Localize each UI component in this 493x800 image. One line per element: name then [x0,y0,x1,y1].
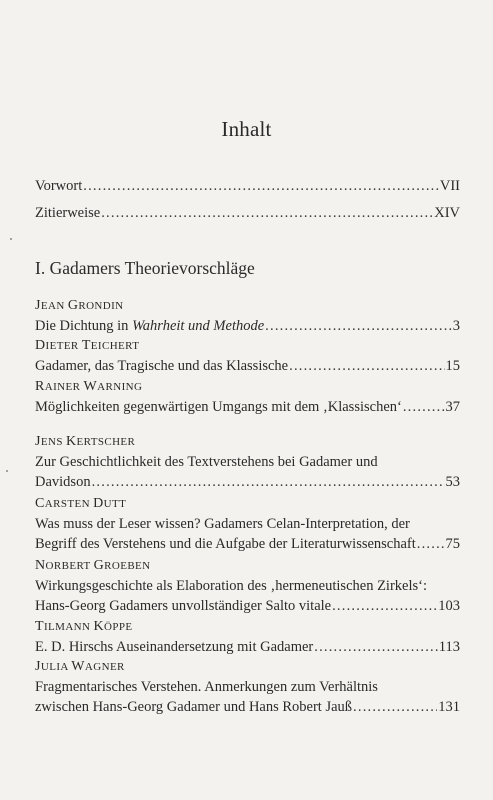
entry-author [35,556,460,575]
toc-entry[interactable] [35,432,460,492]
author-name-part: EAN [40,300,68,312]
entry-title-line: Wirkungsgeschichte als Elaboration des ‚hermeneutischen Zirkels‘: [35,578,427,594]
author-name-part: J [35,298,41,313]
author-name-part: ÖPPE [104,621,133,633]
entry-title-text: Die Dichtung in [35,318,133,334]
author-name-part: ULIA [40,661,72,673]
entry-page-number: 3 [452,318,460,334]
entry-title-text: Möglichkeiten gegenwärtigen Umgangs mit dem ‚Klassischen‘ [35,399,402,415]
entry-title-text: zwischen Hans-Georg Gadamer und Hans Robert Jauß [35,699,353,715]
entry-author [35,657,460,676]
toc-entry[interactable] [35,494,460,554]
dot-leader [332,596,437,616]
author-name-part: J [35,434,41,449]
author-name-part: G [93,558,105,573]
dot-leader [83,176,439,196]
entry-title [35,637,313,657]
entry-title-text: Hans-Georg Gadamers unvollständiger Salto vitale [35,598,332,614]
dot-leader [101,203,433,223]
entry-page-number: 53 [445,474,460,490]
entry-title [35,697,352,717]
entry-title [35,596,331,616]
author-name-part: RONDIN [78,300,124,312]
entry-page-number: 103 [438,598,460,614]
entry-author [35,617,460,636]
author-name-part: C [35,496,45,511]
author-name-part: ENS [40,436,66,448]
author-name-part: G [67,298,79,313]
toc-entry-page: XIV [434,205,460,221]
author-name-part: D [93,496,104,511]
author-name-part: ILMANN [43,621,94,633]
entry-title [35,534,416,554]
author-name-part: EICHERT [90,340,140,352]
author-name-part: N [35,558,46,573]
entry-page-number: 15 [445,358,460,374]
entry-title-line: Was muss der Leser wissen? Gadamers Celan-Interpretation, der [35,516,410,532]
entry-title-text: Davidson [35,474,91,490]
author-name-part: T [81,338,91,353]
author-name-part: ROEBEN [104,560,151,572]
entry-page-number: 113 [438,639,460,655]
author-name-part: IETER [45,340,82,352]
entry-title-line: Zur Geschichtlichkeit des Textverstehens bei Gadamer und [35,454,378,470]
dot-leader [314,637,438,657]
dot-leader [417,534,445,554]
toc-entry-label: Vorwort [35,178,83,194]
dot-leader [353,697,437,717]
author-name-part: W [83,379,98,394]
toc-entry[interactable] [35,617,460,657]
dot-leader [289,356,444,376]
dot-leader [92,472,445,492]
entry-title [35,472,91,492]
section-heading: I. Gadamers Theorievorschläge [35,258,255,278]
toc-entry[interactable] [35,657,460,717]
toc-entry-label: Zitierweise [35,205,101,221]
author-name-part: AINER [44,381,84,393]
toc-entry[interactable] [35,296,460,336]
entry-author [35,296,460,315]
toc-entry[interactable] [35,336,460,376]
toc-entry-vorwort[interactable] [35,176,460,196]
author-name-part: T [35,619,44,634]
author-name-part: J [35,659,41,674]
author-name-part: ERTSCHER [76,436,136,448]
author-name-part: UTT [103,498,127,510]
entry-page-number: 75 [445,536,460,552]
paper-speck [6,470,8,472]
dot-leader [403,397,445,417]
author-name-part: K [93,619,105,634]
entry-title-line: Fragmentarisches Verstehen. Anmerkungen zum Verhältnis [35,679,378,695]
toc-entry-zitierweise[interactable] [35,203,460,223]
author-name-part: W [71,659,85,674]
paper-speck [10,238,12,240]
entry-page-number: 131 [438,699,460,715]
entry-title-italic: Wahrheit und Methode [132,318,265,334]
author-name-part: ARNING [97,381,143,393]
toc-entry[interactable] [35,377,460,417]
entry-title [35,397,402,417]
entry-author [35,377,460,396]
toc-entry-page: VII [439,178,460,194]
toc-entry[interactable] [35,556,460,616]
author-name-part: R [35,379,45,394]
author-name-part: ORBERT [45,560,94,572]
entry-author [35,494,460,513]
dot-leader [265,316,452,336]
author-name-part: AGNER [84,661,125,673]
entry-title-text: Gadamer, das Tragische und das Klassische [35,358,289,374]
entry-title [35,316,264,336]
author-name-part: K [66,434,77,449]
entry-title-text: E. D. Hirschs Auseinandersetzung mit Gadamer [35,639,314,655]
author-name-part: ARSTEN [44,498,94,510]
page-title: Inhalt [221,117,272,141]
entry-title-text: Begriff des Verstehens und die Aufgabe der Literaturwissenschaft [35,536,416,552]
entry-title [35,356,288,376]
entry-author [35,432,460,451]
entry-page-number: 37 [445,399,460,415]
author-name-part: D [35,338,46,353]
entry-author [35,336,460,355]
